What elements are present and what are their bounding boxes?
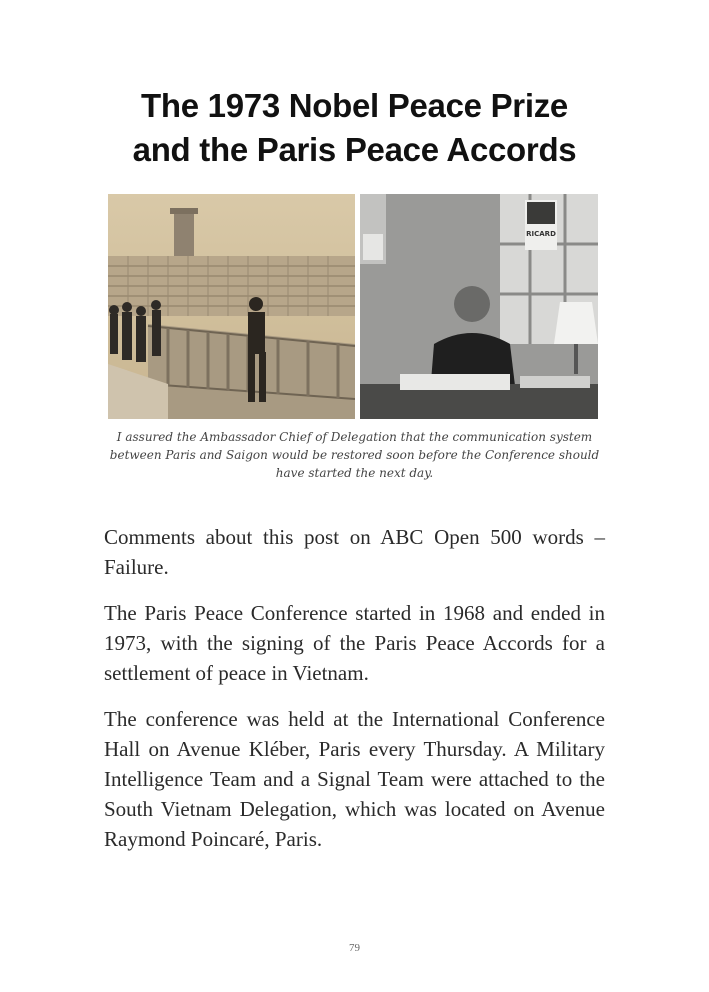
photo-figure	[108, 194, 598, 419]
page-number: 79	[349, 942, 360, 954]
paragraph-2: The Paris Peace Conference started in 1968 and ended in 1973, with the signing of the Paris Peace Accords for a settlement of peace in Vietnam.	[104, 601, 605, 685]
body-text	[104, 522, 605, 870]
figure-caption: I assured the Ambassador Chief of Delegation that the communication system between Paris and Saigon would be restored soon before the Conference should have started the next day.	[109, 430, 600, 480]
calendar-label: RICARD	[526, 230, 556, 238]
page-title	[60, 84, 649, 172]
paragraph-1: Comments about this post on ABC Open 500 words – Failure.	[104, 525, 605, 579]
photo-paris-bridge	[108, 194, 355, 419]
photo-man-at-desk	[360, 194, 598, 419]
paragraph-3: The conference was held at the International Conference Hall on Avenue Kléber, Paris every Thursday. A Military Intelligence Team and a Signal Team were attached to the South Vietnam Delegation, which was located on Avenue Raymond Poincaré, Paris.	[104, 707, 605, 851]
page-title-line-2: and the Paris Peace Accords	[132, 131, 577, 168]
page-title-line-1: The 1973 Nobel Peace Prize	[141, 87, 568, 124]
